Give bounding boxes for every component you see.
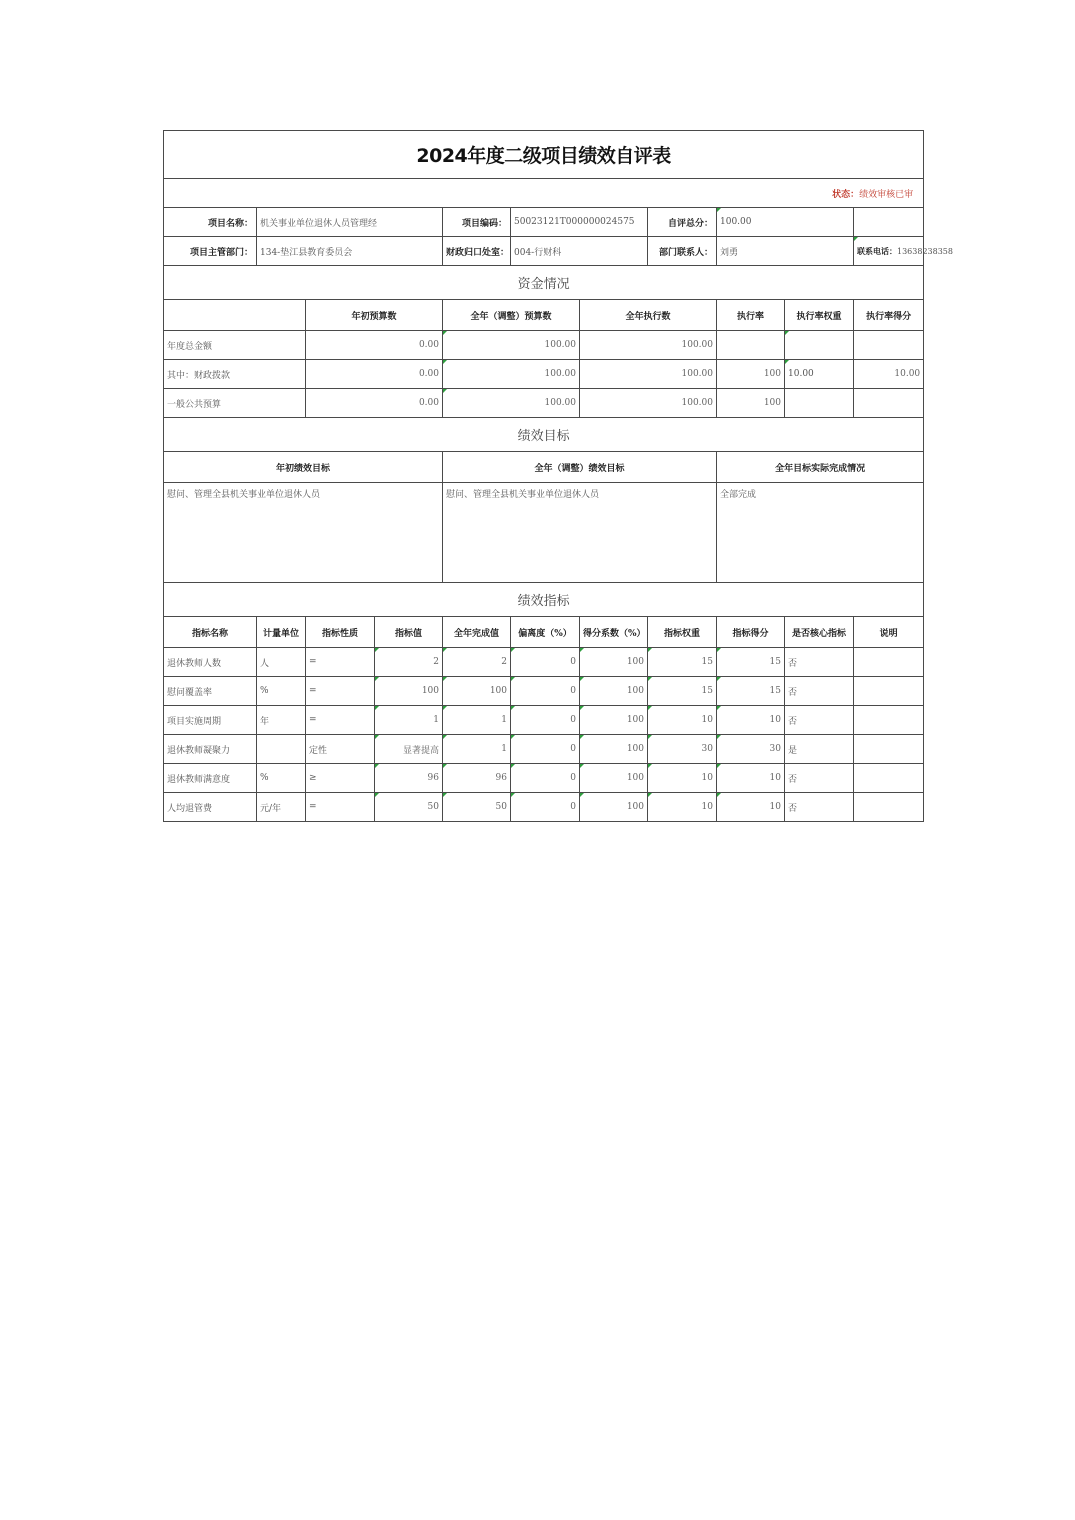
funds-row-label: 年度总金额 <box>164 331 306 360</box>
contact-label: 部门联系人： <box>648 237 717 266</box>
indicator-name: 退休教师满意度 <box>164 764 257 793</box>
indicator-core: 否 <box>785 793 854 822</box>
indicator-row <box>164 735 924 764</box>
goal-actual: 全部完成 <box>717 483 924 583</box>
indicator-core: 否 <box>785 677 854 706</box>
indicator-name: 退休教师凝聚力 <box>164 735 257 764</box>
funds-score: 10.00 <box>854 360 924 389</box>
funds-initial: 0.00 <box>306 331 443 360</box>
dept-label: 项目主管部门： <box>164 237 257 266</box>
goal-adjusted: 慰问、管理全县机关事业单位退休人员 <box>443 483 717 583</box>
indicator-name: 人均退管费 <box>164 793 257 822</box>
funds-row-label: 一般公共预算 <box>164 389 306 418</box>
indicator-nature: = <box>306 793 375 822</box>
indicator-core: 否 <box>785 648 854 677</box>
indicator-note <box>854 735 924 764</box>
goals-header: 全年（调整）绩效目标 <box>443 452 717 483</box>
indicator-name: 慰问覆盖率 <box>164 677 257 706</box>
status-value: 绩效审核已审 <box>859 189 914 200</box>
self-score-label: 自评总分： <box>648 208 717 237</box>
indicator-score: 15 <box>717 648 785 677</box>
indicator-coef: 100 <box>580 677 648 706</box>
goals-header: 全年目标实际完成情况 <box>717 452 924 483</box>
indicator-score: 10 <box>717 764 785 793</box>
indicator-header: 说明 <box>854 617 924 648</box>
funds-weight <box>785 331 854 360</box>
funds-weight <box>785 389 854 418</box>
funds-adjusted: 100.00 <box>443 331 580 360</box>
indicator-actual: 96 <box>443 764 511 793</box>
funds-adjusted: 100.00 <box>443 360 580 389</box>
indicator-core: 否 <box>785 764 854 793</box>
indicator-header: 指标权重 <box>648 617 717 648</box>
indicator-nature: ≥ <box>306 764 375 793</box>
funds-score <box>854 331 924 360</box>
indicator-unit: % <box>257 764 306 793</box>
indicator-row <box>164 793 924 822</box>
indicator-score: 10 <box>717 706 785 735</box>
funds-initial: 0.00 <box>306 360 443 389</box>
finance-label: 财政归口处室： <box>443 237 511 266</box>
indicator-row <box>164 648 924 677</box>
funds-weight: 10.00 <box>785 360 854 389</box>
dept-value: 134-垫江县教育委员会 <box>257 237 443 266</box>
empty-cell <box>854 208 924 237</box>
indicator-unit: 年 <box>257 706 306 735</box>
phone-label: 联系电话： <box>857 245 897 256</box>
indicator-weight: 15 <box>648 677 717 706</box>
indicator-deviation: 0 <box>511 793 580 822</box>
indicator-coef: 100 <box>580 793 648 822</box>
funds-initial: 0.00 <box>306 389 443 418</box>
indicator-header: 是否核心指标 <box>785 617 854 648</box>
indicator-name: 退休教师人数 <box>164 648 257 677</box>
indicator-deviation: 0 <box>511 706 580 735</box>
funds-executed: 100.00 <box>580 389 717 418</box>
indicator-core: 是 <box>785 735 854 764</box>
indicator-target: 1 <box>375 706 443 735</box>
funds-header: 执行率 <box>717 300 785 331</box>
phone-number: 13638238358 <box>897 246 953 256</box>
goals-header: 年初绩效目标 <box>164 452 443 483</box>
project-name-label: 项目名称： <box>164 208 257 237</box>
indicator-weight: 30 <box>648 735 717 764</box>
indicator-header: 全年完成值 <box>443 617 511 648</box>
indicator-weight: 10 <box>648 793 717 822</box>
indicator-note <box>854 764 924 793</box>
goal-initial: 慰问、管理全县机关事业单位退休人员 <box>164 483 443 583</box>
funds-section-title: 资金情况 <box>164 266 924 300</box>
indicator-header: 偏离度（%） <box>511 617 580 648</box>
indicator-coef: 100 <box>580 706 648 735</box>
funds-header: 执行率得分 <box>854 300 924 331</box>
project-code-label: 项目编码： <box>443 208 511 237</box>
indicator-note <box>854 706 924 735</box>
funds-row-label: 其中：财政拨款 <box>164 360 306 389</box>
funds-rate: 100 <box>717 389 785 418</box>
indicator-header: 指标得分 <box>717 617 785 648</box>
indicator-note <box>854 648 924 677</box>
indicator-target: 100 <box>375 677 443 706</box>
funds-header: 全年（调整）预算数 <box>443 300 580 331</box>
funds-header: 年初预算数 <box>306 300 443 331</box>
indicator-target: 2 <box>375 648 443 677</box>
indicator-actual: 2 <box>443 648 511 677</box>
funds-score <box>854 389 924 418</box>
phone-value <box>854 237 953 266</box>
funds-row <box>164 389 924 418</box>
indicator-weight: 10 <box>648 764 717 793</box>
funds-rate: 100 <box>717 360 785 389</box>
indicator-nature: = <box>306 648 375 677</box>
indicator-target: 50 <box>375 793 443 822</box>
indicator-unit: % <box>257 677 306 706</box>
goals-section-title: 绩效目标 <box>164 418 924 452</box>
funds-header: 全年执行数 <box>580 300 717 331</box>
indicator-unit <box>257 735 306 764</box>
funds-header-blank <box>164 300 306 331</box>
project-name-value: 机关事业单位退休人员管理经 <box>257 208 443 237</box>
indicator-row <box>164 677 924 706</box>
indicator-coef: 100 <box>580 648 648 677</box>
indicator-nature: = <box>306 677 375 706</box>
funds-row <box>164 331 924 360</box>
indicator-deviation: 0 <box>511 677 580 706</box>
indicator-nature: 定性 <box>306 735 375 764</box>
indicator-header: 指标名称 <box>164 617 257 648</box>
indicator-header: 指标值 <box>375 617 443 648</box>
indicator-core: 否 <box>785 706 854 735</box>
indicator-header: 计量单位 <box>257 617 306 648</box>
indicator-name: 项目实施周期 <box>164 706 257 735</box>
indicator-weight: 10 <box>648 706 717 735</box>
evaluation-table <box>163 130 953 822</box>
indicator-deviation: 0 <box>511 648 580 677</box>
page-title: 2024年度二级项目绩效自评表 <box>164 131 924 179</box>
funds-rate <box>717 331 785 360</box>
indicator-note <box>854 677 924 706</box>
indicator-unit: 人 <box>257 648 306 677</box>
indicators-section-title: 绩效指标 <box>164 583 924 617</box>
indicator-header: 指标性质 <box>306 617 375 648</box>
evaluation-sheet <box>163 130 953 822</box>
indicator-row <box>164 764 924 793</box>
self-score-value: 100.00 <box>717 208 854 237</box>
project-code-value: 50023121T000000024575 <box>511 208 648 237</box>
indicator-score: 10 <box>717 793 785 822</box>
indicator-row <box>164 706 924 735</box>
indicator-actual: 100 <box>443 677 511 706</box>
indicator-coef: 100 <box>580 735 648 764</box>
indicator-score: 15 <box>717 677 785 706</box>
funds-executed: 100.00 <box>580 360 717 389</box>
indicator-actual: 50 <box>443 793 511 822</box>
indicator-actual: 1 <box>443 735 511 764</box>
indicator-note <box>854 793 924 822</box>
funds-adjusted: 100.00 <box>443 389 580 418</box>
finance-value: 004-行财科 <box>511 237 648 266</box>
indicator-deviation: 0 <box>511 735 580 764</box>
indicator-header: 得分系数（%） <box>580 617 648 648</box>
funds-executed: 100.00 <box>580 331 717 360</box>
indicator-nature: = <box>306 706 375 735</box>
indicator-weight: 15 <box>648 648 717 677</box>
indicator-target: 显著提高 <box>375 735 443 764</box>
indicator-unit: 元/年 <box>257 793 306 822</box>
indicator-score: 30 <box>717 735 785 764</box>
indicator-coef: 100 <box>580 764 648 793</box>
funds-row <box>164 360 924 389</box>
indicator-deviation: 0 <box>511 764 580 793</box>
status-label: 状态： <box>832 189 860 200</box>
funds-header: 执行率权重 <box>785 300 854 331</box>
indicator-target: 96 <box>375 764 443 793</box>
contact-value: 刘勇 <box>717 237 854 266</box>
indicator-actual: 1 <box>443 706 511 735</box>
status-row <box>164 179 924 208</box>
